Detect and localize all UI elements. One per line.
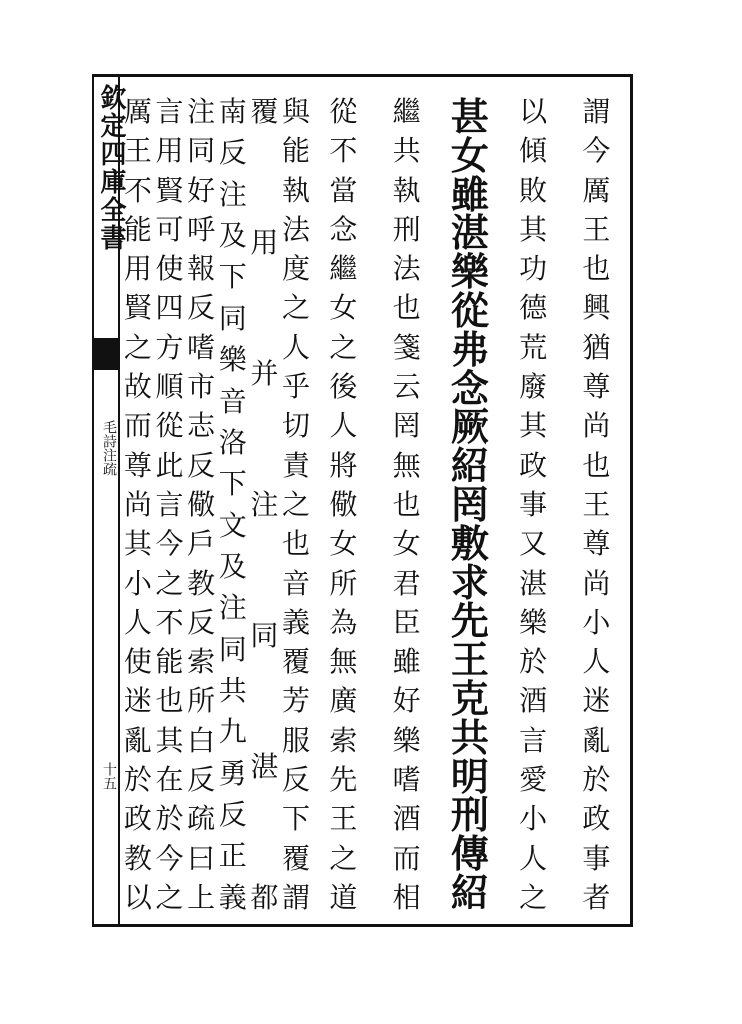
- page-border-top: [92, 74, 632, 77]
- book-title: 毛詩注疏: [101, 420, 117, 476]
- commentary-text-column: 與 能 執 法 度 之 人 乎 切 責 之 也 音 義 覆 芳 服 反 下 覆 謂: [281, 95, 310, 914]
- page-border-right: [630, 74, 633, 927]
- page-border-bottom: [92, 924, 632, 927]
- commentary-text-column: 謂 今 厲 王 也 興 猶 尊 尚 也 王 尊 尚 小 人 迷 亂 於 政 事 者: [582, 95, 611, 914]
- edge-title: 欽定四庫全書: [96, 84, 126, 252]
- commentary-text-column: 以 傾 敗 其 功 德 荒 廢 其 政 事 又 湛 樂 於 酒 言 愛 小 人 之: [519, 95, 548, 914]
- commentary-text-column: 繼 共 執 刑 法 也 箋 云 罔 無 也 女 君 臣 雖 好 樂 嗜 酒 而 相: [392, 95, 421, 914]
- fishtail-mark: [94, 338, 118, 370]
- commentary-text-column: 從 不 當 念 繼 女 之 後 人 將 儆 女 所 為 無 廣 索 先 王 之 道: [329, 95, 358, 914]
- commentary-text-column: 言 用 賢 可 使 四 方 順 從 此 言 今 之 不 能 也 其 在 於 今 之: [155, 95, 184, 914]
- commentary-text-column: 覆 用 并 注 同 湛 都: [250, 95, 279, 914]
- commentary-text-column: 注 同 好 呼 報 反 嗜 市 志 反 儆 戶 教 反 索 所 白 反 疏 曰 上: [187, 95, 216, 914]
- commentary-text-column: 厲 王 不 能 用 賢 之 故 而 尊 尚 其 小 人 使 迷 亂 於 政 教 以: [123, 95, 152, 914]
- page-number: 十五: [101, 762, 117, 790]
- commentary-text-column: 南 反 注 及 下 同 樂 音 洛 下 文 及 注 同 共 九 勇 反 正 義: [218, 95, 247, 914]
- main-text-column: 甚 女 雖 湛 樂 從 弗 念 厥 紹 罔 敷 求 先 王 克 共 明 刑 傳 紹: [450, 94, 489, 915]
